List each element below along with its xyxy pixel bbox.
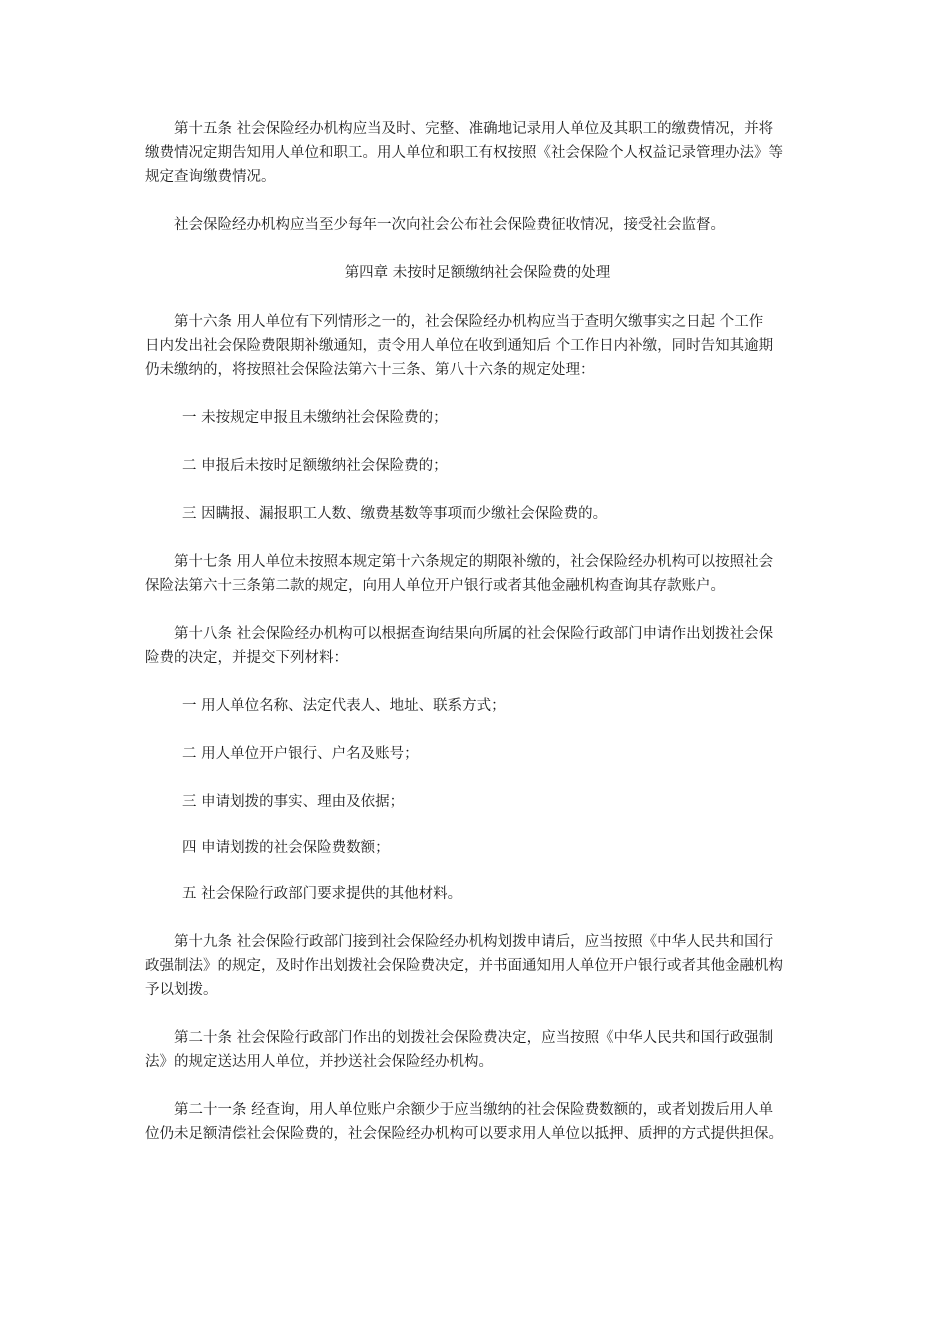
article-15 [145,117,810,189]
article-15-line-1: 第十五条 社会保险经办机构应当及时、完整、准确地记录用人单位及其职工的缴费情况，并将 [174,121,774,137]
article-18-line-1: 第十八条 社会保险经办机构可以根据查询结果向所属的社会保险行政部门申请作出划拨社会保 [174,626,774,642]
chapter-4-title: 第四章 未按时足额缴纳社会保险费的处理 [344,265,611,281]
article-16-line-2: 日内发出社会保险费限期补缴通知，责令用人单位在收到通知后 个工作日内补缴，同时告知其逾期 [145,338,774,354]
article-16-item-3 [145,502,810,526]
article-18-item-4 [145,836,810,860]
article-18-item-2-text: 二 用人单位开户银行、户名及账号； [182,746,419,762]
article-16-line-1: 第十六条 用人单位有下列情形之一的，社会保险经办机构应当于查明欠缴事实之日起 个工作 [174,314,764,330]
article-16-item-1 [145,406,810,430]
article-18-item-5 [145,882,810,906]
article-20-line-2: 法》的规定送达用人单位，并抄送社会保险经办机构。 [145,1054,493,1070]
article-18 [145,622,810,670]
article-18-item-4-text: 四 申请划拨的社会保险费数额； [182,840,390,856]
article-15-paragraph-2 [145,213,810,237]
article-21 [145,1098,810,1146]
article-16-item-3-text: 三 因瞒报、漏报职工人数、缴费基数等事项而少缴社会保险费的。 [182,506,608,522]
article-19-line-1: 第十九条 社会保险行政部门接到社会保险经办机构划拨申请后，应当按照《中华人民共和国行 [174,934,774,950]
article-18-item-1 [145,694,810,718]
article-18-line-2: 险费的决定，并提交下列材料： [145,650,348,666]
article-19-line-3: 予以划拨。 [145,982,218,998]
article-17-line-1: 第十七条 用人单位未按照本规定第十六条规定的期限补缴的，社会保险经办机构可以按照社会 [174,554,774,570]
article-16-item-1-text: 一 未按规定申报且未缴纳社会保险费的； [182,410,448,426]
article-16-item-2 [145,454,810,478]
article-18-item-5-text: 五 社会保险行政部门要求提供的其他材料。 [182,886,463,902]
article-15-paragraph-2-text: 社会保险经办机构应当至少每年一次向社会公布社会保险费征收情况，接受社会监督。 [174,217,725,233]
article-18-item-1-text: 一 用人单位名称、法定代表人、地址、联系方式； [182,698,506,714]
article-19 [145,930,810,1002]
article-20-line-1: 第二十条 社会保险行政部门作出的划拨社会保险费决定，应当按照《中华人民共和国行政强制 [174,1030,774,1046]
article-17 [145,550,810,598]
article-18-item-3 [145,790,810,814]
article-18-item-2 [145,742,810,766]
article-16 [145,310,810,382]
article-17-line-2: 保险法第六十三条第二款的规定，向用人单位开户银行或者其他金融机构查询其存款账户。 [145,578,725,594]
article-16-item-2-text: 二 申报后未按时足额缴纳社会保险费的； [182,458,448,474]
article-15-line-3: 规定查询缴费情况。 [145,169,276,185]
article-21-line-2: 位仍未足额清偿社会保险费的，社会保险经办机构可以要求用人单位以抵押、质押的方式提供担保。 [145,1126,783,1142]
article-19-line-2: 政强制法》的规定，及时作出划拨社会保险费决定，并书面通知用人单位开户银行或者其他金融机构 [145,958,783,974]
article-18-item-3-text: 三 申请划拨的事实、理由及依据； [182,794,405,810]
article-21-line-1: 第二十一条 经查询，用人单位账户余额少于应当缴纳的社会保险费数额的，或者划拨后用人单 [174,1102,774,1118]
article-16-line-3: 仍未缴纳的，将按照社会保险法第六十三条、第八十六条的规定处理： [145,362,595,378]
article-20 [145,1026,810,1074]
article-15-line-2: 缴费情况定期告知用人单位和职工。用人单位和职工有权按照《社会保险个人权益记录管理办法》等 [145,145,783,161]
